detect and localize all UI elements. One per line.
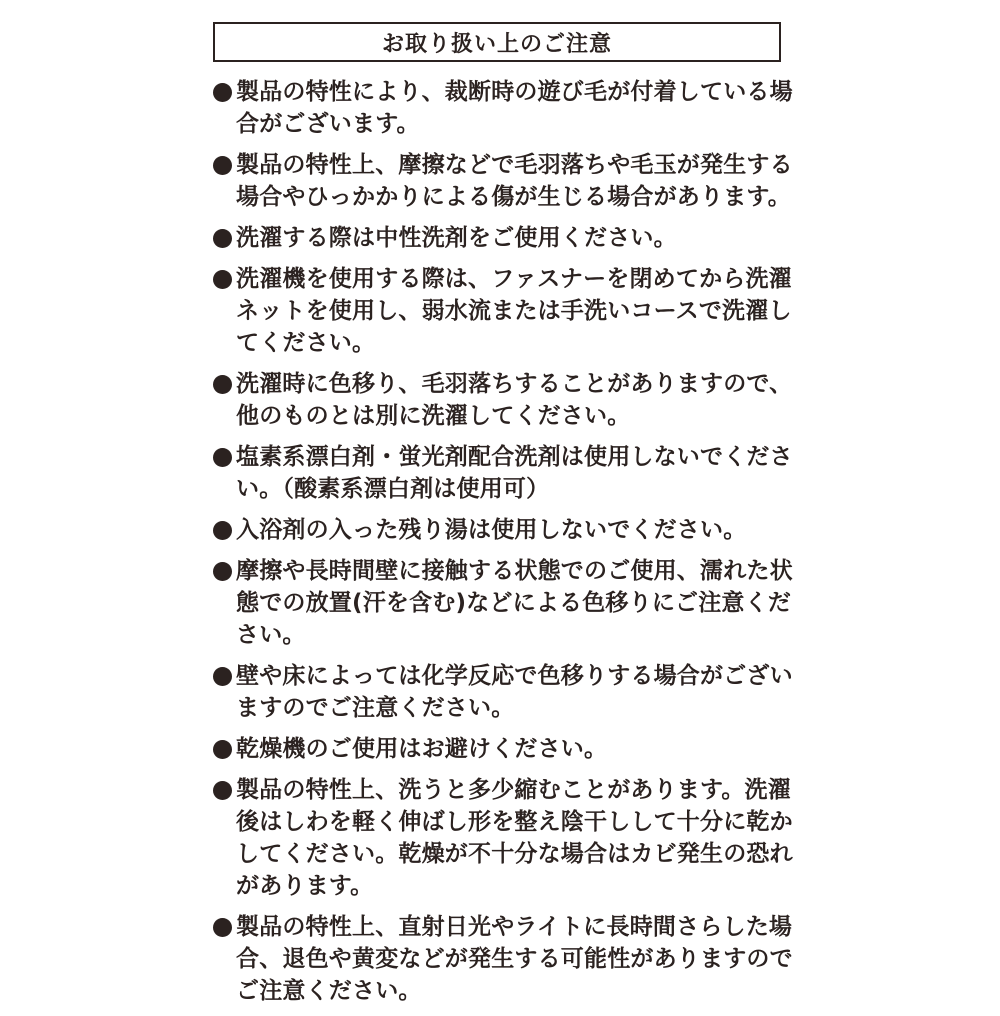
list-item	[213, 441, 793, 505]
bullet-icon	[213, 270, 232, 289]
bullet-icon	[213, 781, 232, 800]
list-item-text: 製品の特性上、洗うと多少縮むことがあります。洗濯後はしわを軽く伸ばし形を整え陰干しして十分に乾かしてください。乾燥が不十分な場合はカビ発生の恐れがあります。	[236, 777, 793, 899]
list-item-text: 乾燥機のご使用はお避けください。	[236, 736, 608, 762]
list-item-text: 壁や床によっては化学反応で色移りする場合がございますのでご注意ください。	[236, 663, 793, 721]
list-item	[213, 911, 793, 1007]
bullet-icon	[213, 83, 232, 102]
bullet-icon	[213, 156, 232, 175]
list-item-text: 製品の特性により、裁断時の遊び毛が付着している場合がございます。	[236, 79, 793, 137]
list-item-text: 洗濯する際は中性洗剤をご使用ください。	[236, 225, 677, 251]
bullet-icon	[213, 918, 232, 937]
caution-list	[213, 76, 793, 1016]
list-item-text: 入浴剤の入った残り湯は使用しないでください。	[236, 517, 747, 543]
list-item-text: 製品の特性上、直射日光やライトに長時間さらした場合、退色や黄変などが発生する可能性がありますのでご注意ください。	[236, 914, 793, 1004]
bullet-icon	[213, 740, 232, 759]
list-item-text: 摩擦や長時間壁に接触する状態でのご使用、濡れた状態での放置(汗を含む)などによる色移りにご注意ください。	[236, 558, 793, 648]
bullet-icon	[213, 448, 232, 467]
list-item-text: 塩素系漂白剤・蛍光剤配合洗剤は使用しないでください。（酸素系漂白剤は使用可）	[236, 444, 793, 502]
list-item	[213, 733, 793, 765]
list-item-text: 洗濯機を使用する際は、ファスナーを閉めてから洗濯ネットを使用し、弱水流または手洗いコースで洗濯してください。	[236, 266, 792, 356]
list-item-text: 洗濯時に色移り、毛羽落ちすることがありますので、他のものとは別に洗濯してください。	[236, 371, 793, 429]
list-item	[213, 368, 793, 432]
list-item-text: 製品の特性上、摩擦などで毛羽落ちや毛玉が発生する場合やひっかかりによる傷が生じる場合があります。	[236, 152, 793, 210]
page-title: お取り扱い上のご注意	[213, 22, 781, 62]
list-item	[213, 76, 793, 140]
list-item	[213, 555, 793, 651]
bullet-icon	[213, 562, 232, 581]
bullet-icon	[213, 229, 232, 248]
bullet-icon	[213, 521, 232, 540]
bullet-icon	[213, 667, 232, 686]
list-item	[213, 514, 793, 546]
list-item	[213, 660, 793, 724]
list-item	[213, 263, 793, 359]
list-item	[213, 222, 793, 254]
list-item	[213, 149, 793, 213]
list-item	[213, 774, 793, 902]
bullet-icon	[213, 375, 232, 394]
